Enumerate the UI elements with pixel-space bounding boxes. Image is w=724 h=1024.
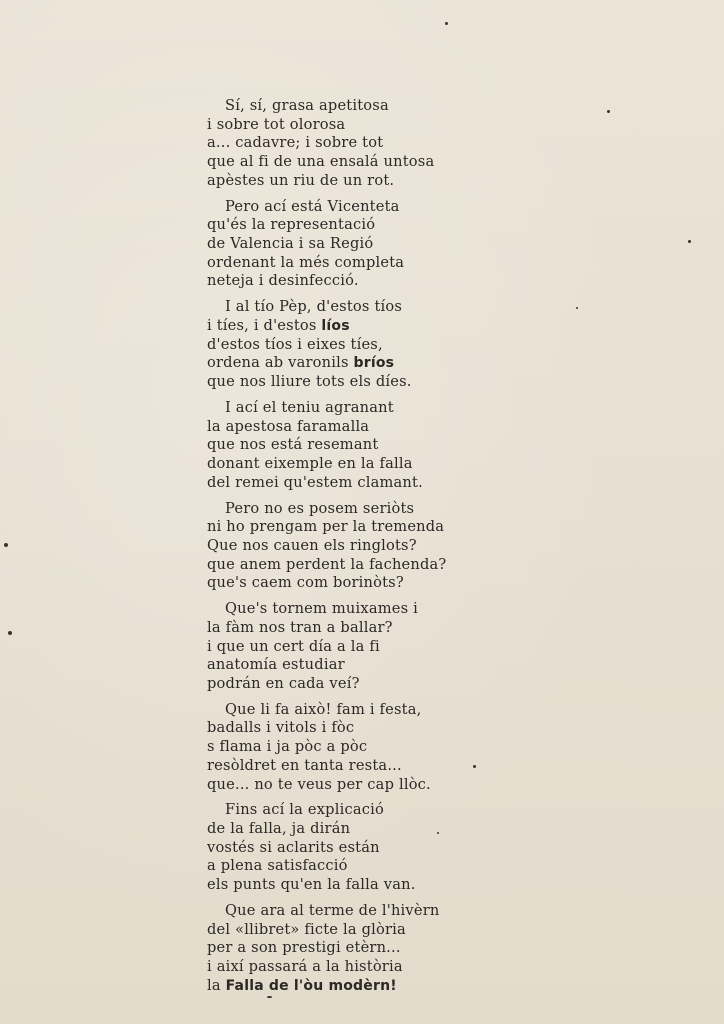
- ink-speck: [473, 765, 476, 768]
- line-text: ni ho prengam per la tremenda: [207, 518, 445, 536]
- poem-line: [207, 619, 507, 638]
- poem-line: [207, 373, 507, 392]
- poem-line: [207, 116, 507, 135]
- line-text: I ací el teniu agranant: [225, 398, 394, 416]
- poem-line: [207, 198, 507, 217]
- line-text: Que li fa això! fam i festa,: [225, 700, 422, 718]
- line-text: s flama i ja pòc a pòc: [207, 738, 368, 756]
- line-text: la apestosa faramalla: [207, 417, 370, 435]
- poem-line: [207, 254, 507, 273]
- line-text: Que nos cauen els ringlots?: [207, 536, 417, 554]
- ink-speck: [445, 22, 448, 25]
- line-text: Sí, sí, grasa apetitosa: [225, 97, 389, 114]
- stanza: [207, 600, 507, 693]
- line-text: la fàm nos tran a ballar?: [207, 618, 393, 636]
- line-text: ordena ab varonils: [207, 354, 354, 372]
- line-text: a plena satisfacció: [207, 857, 348, 875]
- line-text: anatomía estudiar: [207, 656, 345, 674]
- line-text: Pero ací está Vicenteta: [225, 197, 400, 215]
- poem-line: [207, 216, 507, 235]
- ink-speck: [688, 240, 691, 243]
- stanza: [207, 298, 507, 391]
- line-text: i així passará a la història: [207, 958, 403, 976]
- poem-line: [207, 500, 507, 519]
- bold-phrase: líos: [321, 317, 350, 334]
- poem-line: [207, 857, 507, 876]
- line-text: Fins ací la explicació: [225, 801, 384, 819]
- line-text: podrán en cada veí?: [207, 674, 360, 692]
- poem-line: [207, 172, 507, 191]
- stanza: [207, 902, 507, 995]
- line-text: de la falla, ja dirán: [207, 820, 351, 838]
- poem-line: [207, 474, 507, 493]
- poem-line: [207, 399, 507, 418]
- line-text: badalls i vitols i fòc: [207, 719, 355, 737]
- line-text: que nos está resemant: [207, 436, 379, 454]
- line-text: neteja i desinfecció.: [207, 272, 359, 290]
- poem-line: [207, 939, 507, 958]
- line-text: d'estos tíos i eixes tíes,: [207, 335, 383, 353]
- line-text: i que un cert día a la fi: [207, 637, 380, 655]
- poem-line: [207, 298, 507, 317]
- poem-line: [207, 153, 507, 172]
- line-text: vostés si aclarits están: [207, 838, 380, 856]
- poem-line: [207, 776, 507, 795]
- poem-line: [207, 902, 507, 921]
- poem-line: [207, 455, 507, 474]
- poem-line: [207, 801, 507, 820]
- poem-line: [207, 537, 507, 556]
- line-text: i tíes, i d'estos: [207, 316, 322, 334]
- poem-line: [207, 518, 507, 537]
- poem-line: [207, 958, 507, 977]
- line-text: que's caem com borinòts?: [207, 574, 404, 592]
- line-text: resòldret en tanta resta...: [207, 756, 402, 774]
- line-text: de Valencia i sa Regió: [207, 235, 374, 252]
- poem-line: [207, 600, 507, 619]
- stanza: [207, 399, 507, 492]
- poem-line: [207, 656, 507, 675]
- line-text: que anem perdent la fachenda?: [207, 555, 447, 573]
- line-text: Que ara al terme de l'hivèrn: [225, 902, 440, 919]
- poem-line: [207, 719, 507, 738]
- stanza: [207, 198, 507, 291]
- line-text: la: [207, 976, 226, 994]
- line-text: del remei qu'estem clamant.: [207, 473, 423, 491]
- ink-speck: [267, 996, 272, 998]
- line-text: del «llibret» ficte la glòria: [207, 920, 406, 938]
- ink-speck: [4, 543, 8, 547]
- line-text: I al tío Pèp, d'estos tíos: [225, 298, 403, 316]
- line-text: que al fi de una ensalá untosa: [207, 153, 435, 171]
- poem-line: [207, 134, 507, 153]
- poem-line: [207, 418, 507, 437]
- line-text: que... no te veus per cap llòc.: [207, 775, 431, 793]
- poem-line: [207, 757, 507, 776]
- ink-speck: [576, 307, 578, 309]
- line-text: els punts qu'en la falla van.: [207, 876, 416, 894]
- stanza: [207, 801, 507, 894]
- line-text: Pero no es posem seriòts: [225, 499, 415, 517]
- poem-line: [207, 876, 507, 895]
- poem-line: [207, 921, 507, 940]
- bold-phrase: Falla de l'òu modèrn!: [225, 977, 397, 994]
- poem: [207, 97, 507, 1003]
- poem-line: [207, 820, 507, 839]
- line-text: per a son prestigi etèrn...: [207, 939, 401, 957]
- ink-speck: [607, 110, 610, 113]
- bleed-through-ghost-text: [180, 58, 202, 84]
- poem-line: [207, 336, 507, 355]
- poem-line: [207, 839, 507, 858]
- poem-line: [207, 317, 507, 336]
- poem-line: [207, 97, 507, 116]
- line-text: donant eixemple en la falla: [207, 454, 413, 472]
- poem-line: [207, 738, 507, 757]
- poem-line: [207, 574, 507, 593]
- poem-line: [207, 436, 507, 455]
- stanza: [207, 500, 507, 593]
- line-text: a... cadavre; i sobre tot: [207, 134, 384, 152]
- poem-line: [207, 701, 507, 720]
- line-text: qu'és la representació: [207, 216, 376, 234]
- line-text: que nos lliure tots els díes.: [207, 373, 412, 390]
- poem-line: [207, 272, 507, 291]
- stanza: [207, 97, 507, 190]
- line-text: ordenant la més completa: [207, 253, 405, 271]
- bold-phrase: bríos: [353, 355, 395, 372]
- poem-line: [207, 235, 507, 254]
- line-text: i sobre tot olorosa: [207, 115, 346, 133]
- poem-line: [207, 354, 507, 373]
- line-text: apèstes un riu de un rot.: [207, 171, 395, 189]
- ink-speck: [437, 832, 439, 834]
- line-text: Que's tornem muixames i: [225, 600, 418, 618]
- ink-speck: [8, 631, 12, 635]
- poem-line: [207, 556, 507, 575]
- stanza: [207, 701, 507, 794]
- poem-line: [207, 977, 507, 996]
- poem-line: [207, 638, 507, 657]
- poem-line: [207, 675, 507, 694]
